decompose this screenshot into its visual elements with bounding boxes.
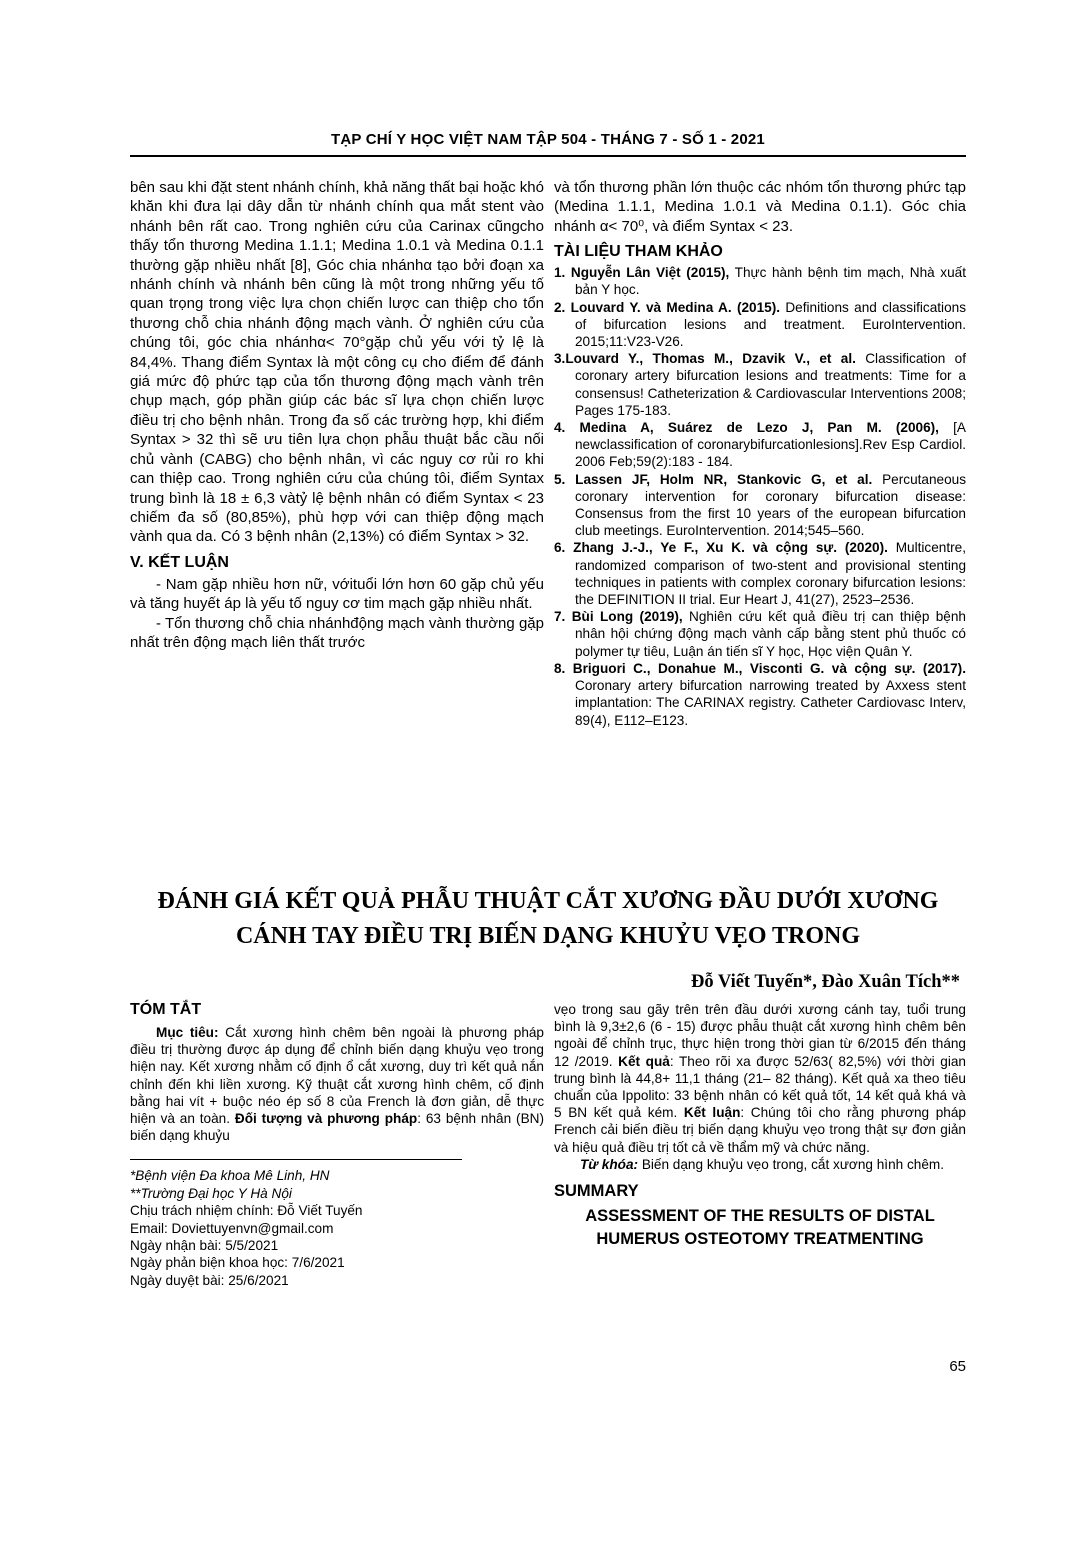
- reference-item: [554, 264, 966, 298]
- reference-item: [554, 660, 966, 729]
- footnote-affiliation: **Trường Đại học Y Hà Nội: [130, 1185, 292, 1201]
- article1-right-column: [554, 178, 966, 729]
- conclusion-item: - Tổn thương chỗ chia nhánhđộng mạch vành thường gặp nhất trên động mạch liên thất trước: [130, 614, 544, 651]
- summary-title: [558, 1205, 962, 1251]
- reference-body: Percutaneous coronary intervention for coronary bifurcation disease: Consensus from the first 10 years of the european bifurcation club meetings. EuroIntervention. 2014;545–560.: [575, 471, 966, 539]
- reference-item: [554, 419, 966, 471]
- reference-item: [554, 608, 966, 660]
- summary-title-line2: HUMERUS OSTEOTOMY TREATMENTING: [596, 1230, 924, 1249]
- article-title-line2: CÁNH TAY ĐIỀU TRỊ BIẾN DẠNG KHUỶU VẸO TRONG: [235, 923, 861, 949]
- footnote-line: Ngày nhận bài: 5/5/2021: [130, 1238, 279, 1254]
- keywords-paragraph: Từ khóa: Biến dạng khuỷu vẹo trong, cắt xương hình chêm.: [580, 1156, 944, 1172]
- footnote-line: Email: Doviettuyenvn@gmail.com: [130, 1220, 334, 1236]
- abstract-continuation: vẹo trong sau gãy trên trên đầu dưới xương cánh tay, tuổi trung bình là 9,3±2,6 (6 - 15) được phẫu thuật cắt xương hình chêm bên ngoài để chỉnh trục, thực hiện trong thời gian từ 6/2015 đến tháng 12 /2019. Kết quả: Theo rõi xa được 52/63( 82,5%) với thời gian trung bình là 44,8+ 11,1 tháng (21– 82 tháng). Kết quả xa theo tiêu chuẩn của Ippolito: 33 bệnh nhân có kết quả tốt, 14 kết quả khá và 5 BN kết quả kém. Kết luận: Chúng tôi cho rằng phương pháp French cải biến điều trị biến dạng khuỷu vẹo trong thật sự đơn giản và hiệu quả điều trị tốt cả về thẩm mỹ và chức năng.: [554, 1002, 966, 1155]
- summary-heading: SUMMARY: [554, 1182, 639, 1201]
- footnote-line: Ngày phản biện khoa học: 7/6/2021: [130, 1255, 345, 1271]
- abstract-paragraph: Mục tiêu: Cắt xương hình chêm bên ngoài là phương pháp điều trị thường được áp dụng để chỉnh biến dạng khuỷu vẹo trong hiện nay. Kết xương nhằm cố định ổ cắt xương, duy trì kết quả nắn chỉnh đến khi liền xương. Kỹ thuật cắt xương hình chêm, cố định bằng hai vít + buộc néo ép số 8 của French là đơn giản, dễ thực hiện và an toàn. Đối tượng và phương pháp: 63 bệnh nhân (BN) biến dạng khuỷu: [130, 1025, 544, 1144]
- article-title-line1: ĐÁNH GIÁ KẾT QUẢ PHẪU THUẬT CẮT XƯƠNG ĐẦU DƯỚI XƯƠNG: [157, 888, 939, 914]
- footnote-line: Chịu trách nhiệm chính: Đỗ Viết Tuyến: [130, 1203, 363, 1219]
- discussion-paragraph: bên sau khi đặt stent nhánh chính, khả năng thất bại hoặc khó khăn khi đưa lại dây dẫn từ nhánh chính qua mắt stent vào nhánh bên rất cao. Trong nghiên cứu của Carinax cũngcho thấy tổn thương Medina 1.1.1; Medina 1.0.1 và Medina 0.1.1 thường gặp nhiều nhất [8], Góc chia nhánhα tạo bởi đoạn xa nhánh chính và nhánh bên cũng là một trong những yếu tố quan trọng trong việc lựa chọn chiến lược can thiệp cho tổn thương chỗ chia nhánh động mạch vành. Ở nghiên cứu của chúng tôi, góc chia nhánhα< 70°gặp chủ yếu với tỷ lệ là 84,4%. Thang điểm Syntax là một công cụ cho điểm để đánh giá mức độ phức tạp của tổn thương động mạch vành trên chụp mạch, góp phần giúp các bác sĩ lựa chọn chiến lược điều trị cho bệnh nhân. Trong đa số các trường hợp, khi điểm Syntax > 32 thì sẽ ưu tiên lựa chọn phẫu thuật bắc cầu nối chủ vành (CABG) cho bệnh nhân, vì các nguy cơ rủi ro khi can thiệp cao. Trong nghiên cứu của chúng tôi, điểm Syntax trung bình là 18 ± 6,3 vàtỷ lệ bệnh nhân có điểm Syntax < 23 chiếm đa số (80,85%), phù hợp với can thiệp động mạch vành qua da. Có 3 bệnh nhân (2,13%) có điểm Syntax > 32.: [130, 179, 544, 546]
- reference-authors: 1. Nguyễn Lân Việt (2015),: [554, 265, 730, 281]
- reference-body: Multicentre, randomized comparison of two-stent and provisional stenting techniques in patients with complex coronary bifurcation lesions: the DEFINITION II trial. Eur Heart J, 41(27), 2523–2536.: [575, 540, 966, 608]
- abstract-heading: TÓM TẮT: [130, 1001, 202, 1018]
- reference-authors: 2. Louvard Y. và Medina A. (2015).: [554, 299, 781, 315]
- reference-item: [554, 471, 966, 540]
- footnote-line: Ngày duyệt bài: 25/6/2021: [130, 1272, 289, 1288]
- conclusion-item: - Nam gặp nhiều hơn nữ, vớituổi lớn hơn 60 gặp chủ yếu và tăng huyết áp là yếu tố nguy cơ tim mạch gặp nhiều nhất.: [130, 575, 544, 613]
- conclusion-list: [130, 575, 544, 653]
- reference-authors: 8. Briguori C., Donahue M., Visconti G. và cộng sự. (2017).: [554, 660, 966, 676]
- reference-item: [554, 299, 966, 351]
- page-number: 65: [949, 1358, 966, 1375]
- journal-header: [130, 131, 966, 157]
- reference-authors: 4. Medina A, Suárez de Lezo J, Pan M. (2006),: [554, 420, 939, 436]
- reference-body: [A newclassification of coronarybifurcationlesions].Rev Esp Cardiol. 2006 Feb;59(2):183 - 184.: [575, 420, 967, 470]
- footnote-lines: [130, 1202, 544, 1289]
- summary-title-line1: ASSESSMENT OF THE RESULTS OF DISTAL: [585, 1207, 935, 1226]
- article-title: [130, 884, 966, 954]
- article2-right-column: [554, 1001, 966, 1251]
- journal-header-text: TẠP CHÍ Y HỌC VIỆT NAM TẬP 504 - THÁNG 7 - SỐ 1 - 2021: [331, 131, 765, 148]
- references-heading: TÀI LIỆU THAM KHẢO: [554, 243, 723, 261]
- reference-body: Definitions and classifications of bifurcation lesions and treatment. EuroIntervention. 2015;11:V23-V26.: [575, 299, 966, 350]
- article-authors: Đỗ Viết Tuyến*, Đào Xuân Tích**: [691, 972, 960, 992]
- article2-left-column: [130, 1001, 544, 1289]
- reference-authors: 6. Zhang J.-J., Ye F., Xu K. và cộng sự. (2020).: [554, 540, 888, 556]
- reference-body: Classification of coronary artery bifurcation lesions and treatments: Time for a consensus! Catheterization & Cardiovascular Interventions 2008; Pages 175-183.: [575, 351, 966, 418]
- footnote-affiliation: *Bệnh viện Đa khoa Mê Linh, HN: [130, 1168, 330, 1184]
- reference-authors: 7. Bùi Long (2019),: [554, 609, 683, 625]
- article1-left-column: [130, 178, 544, 652]
- reference-body: Coronary artery bifurcation narrowing treated by Axxess stent implantation: The CARINAX registry. Catheter Cardiovasc Interv, 89(4), E112–E123.: [575, 678, 966, 728]
- footnote-block: [130, 1167, 544, 1289]
- reference-item: [554, 350, 966, 419]
- continuation-paragraph: và tổn thương phần lớn thuộc các nhóm tổn thương phức tạp (Medina 1.1.1, Medina 1.0.1 và Medina 0.1.1). Góc chia nhánh α< 70⁰, và điểm Syntax < 23.: [554, 179, 966, 235]
- conclusion-heading: V. KẾT LUẬN: [130, 553, 229, 571]
- reference-list: [554, 264, 966, 728]
- reference-authors: 5. Lassen JF, Holm NR, Stankovic G, et al.: [554, 471, 873, 487]
- reference-authors: 3.Louvard Y., Thomas M., Dzavik V., et al.: [554, 351, 856, 367]
- reference-body: Thực hành bệnh tim mạch, Nhà xuất bản Y học.: [575, 265, 966, 298]
- reference-item: [554, 539, 966, 608]
- reference-body: Nghiên cứu kết quả điều trị can thiệp bệnh nhân hội chứng động mạch vành cấp bằng stent phủ thuốc có polymer tự tiêu, Luận án tiến sĩ Y học, Học viện Quân Y.: [575, 609, 966, 659]
- footnote-affiliations: [130, 1167, 544, 1202]
- footnote-divider: [130, 1159, 462, 1160]
